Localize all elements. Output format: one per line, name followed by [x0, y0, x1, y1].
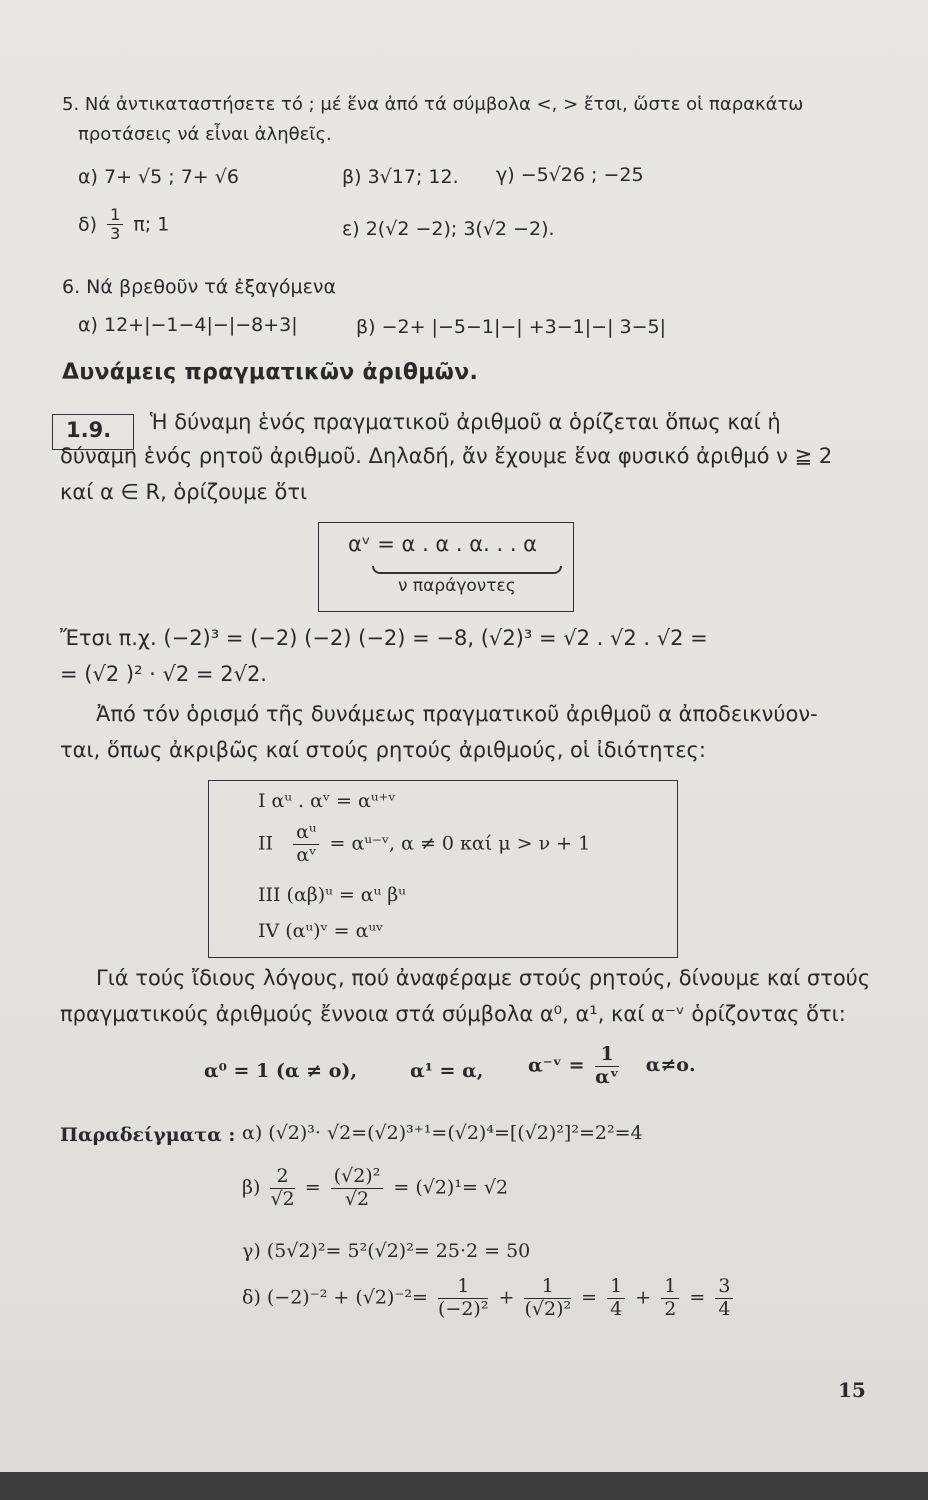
- exercise-5d: [78, 206, 169, 244]
- exercise-5c: γ) −5√26 ; −25: [496, 164, 644, 186]
- property-II-fraction: [293, 822, 319, 867]
- exercise-5d-label: δ): [78, 213, 98, 236]
- exercise-5-line2: προτάσεις νά εἶναι ἀληθεῖς.: [78, 124, 332, 145]
- example-d: [242, 1276, 737, 1321]
- fraction-numerator: 2: [270, 1166, 294, 1189]
- fraction-denominator: 4: [610, 1297, 623, 1320]
- paragraph-number: 1.9.: [66, 418, 112, 442]
- power-definition-formula: αᵛ = α . α . α. . . α: [348, 532, 538, 556]
- exercise-5e: ε) 2(√2 −2); 3(√2 −2).: [342, 218, 555, 240]
- property-IV: IV (αᵘ)ᵛ = αᵘᵛ: [258, 920, 384, 942]
- fraction-numerator: (√2)²: [331, 1166, 384, 1189]
- fraction-numerator: 1: [661, 1276, 679, 1299]
- symbol-a1: α¹ = α,: [410, 1060, 484, 1082]
- symbol-a-neg-condition: α≠ο.: [645, 1054, 696, 1077]
- page-number: 15: [838, 1378, 866, 1402]
- paragraph-1-9-line2: δύναμη ἑνός ρητοῦ ἀριθμοῦ. Δηλαδή, ἄν ἔχουμε ἕνα φυσικό ἀριθμό ν ≧ 2: [60, 444, 833, 468]
- fraction-numerator: 1: [524, 1276, 571, 1299]
- fraction-denominator: 4: [718, 1297, 731, 1320]
- property-II-rest: = αᵘ⁻ᵛ, α ≠ 0 καί μ > ν + 1: [329, 832, 591, 855]
- fraction-denominator: (√2)²: [524, 1297, 572, 1320]
- fraction-denominator: 2: [664, 1297, 677, 1320]
- exercise-6b: β) −2+ |−5−1|−| +3−1|−| 3−5|: [356, 316, 667, 338]
- example-b-label: β): [242, 1176, 261, 1199]
- example-b-equals: =: [304, 1176, 321, 1199]
- underbrace-label: ν παράγοντες: [398, 576, 516, 596]
- example-line1: Ἔτσι π.χ. (−2)³ = (−2) (−2) (−2) = −8, (√2)³ = √2 . √2 . √2 =: [60, 626, 708, 650]
- symbols-intro-line1: Γιά τούς ἴδιους λόγους, πού ἀναφέραμε στούς ρητούς, δίνουμε καί στούς: [96, 966, 871, 990]
- example-d-plus: +: [498, 1286, 515, 1309]
- symbol-a0: α⁰ = 1 (α ≠ ο),: [204, 1060, 357, 1082]
- fraction-numerator: 1: [107, 206, 123, 225]
- fraction-denominator: √2: [270, 1187, 295, 1210]
- fraction-denominator: (−2)²: [438, 1297, 489, 1320]
- scan-bottom-edge: [0, 1472, 928, 1500]
- example-d-fraction-5: [715, 1276, 733, 1321]
- property-II-label: II: [258, 832, 274, 855]
- example-c: γ) (5√2)²= 5²(√2)²= 25·2 = 50: [242, 1240, 531, 1262]
- properties-intro-line1: Ἀπό τόν ὁρισμό τῆς δυνάμεως πραγματικοῦ ἀριθμοῦ α ἀποδεικνύον-: [96, 702, 818, 726]
- example-d-fraction-1: [438, 1276, 488, 1321]
- paragraph-1-9-line3: καί α ∈ R, ὁρίζουμε ὅτι: [60, 480, 308, 504]
- fraction-numerator: 1: [607, 1276, 625, 1299]
- exercise-6a: α) 12+|−1−4|−|−8+3|: [78, 314, 298, 336]
- example-a: α) (√2)³· √2=(√2)³⁺¹=(√2)⁴=[(√2)²]²=2²=4: [242, 1122, 643, 1144]
- examples-label: Παραδείγματα :: [60, 1124, 236, 1146]
- example-d-plus-2: +: [635, 1286, 652, 1309]
- example-d-start: δ) (−2)⁻² + (√2)⁻²=: [242, 1286, 428, 1309]
- example-d-fraction-4: [661, 1276, 679, 1321]
- example-d-equals-2: =: [689, 1286, 706, 1309]
- property-I: I αᵘ . αᵛ = αᵘ⁺ᵛ: [258, 790, 396, 812]
- fraction-numerator: αᵘ: [293, 822, 319, 845]
- exercise-5a: α) 7+ √5 ; 7+ √6: [78, 166, 239, 188]
- fraction-denominator: √2: [344, 1187, 370, 1210]
- symbol-a-neg: [528, 1044, 696, 1089]
- example-b: [242, 1166, 508, 1211]
- property-III: III (αβ)ᵘ = αᵘ βᵘ: [258, 884, 406, 906]
- example-d-fraction-3: [607, 1276, 625, 1321]
- example-b-fraction-2: [331, 1166, 384, 1211]
- example-b-rest: = (√2)¹= √2: [393, 1176, 509, 1199]
- fraction-denominator: 3: [110, 224, 121, 244]
- exercise-5b: β) 3√17; 12.: [342, 166, 459, 188]
- underbrace: [372, 566, 562, 574]
- symbols-intro-line2: πραγματικούς ἀριθμούς ἔννοια στά σύμβολα α⁰, α¹, καί α⁻ᵛ ὁρίζοντας ὅτι:: [60, 1002, 846, 1026]
- properties-intro-line2: ται, ὅπως ἀκριβῶς καί στούς ρητούς ἀριθμούς, οἱ ἰδιότητες:: [60, 738, 706, 762]
- symbol-a-neg-fraction: [595, 1044, 619, 1089]
- example-b-fraction-1: [270, 1166, 294, 1211]
- fraction-numerator: 1: [595, 1044, 619, 1067]
- exercise-5d-fraction: [107, 206, 123, 244]
- exercise-5d-rest: π; 1: [133, 213, 170, 236]
- example-d-equals-1: =: [581, 1286, 598, 1309]
- fraction-denominator: αᵛ: [296, 843, 317, 866]
- property-II: [258, 822, 590, 867]
- example-d-fraction-2: [524, 1276, 571, 1321]
- fraction-numerator: 3: [715, 1276, 733, 1299]
- paragraph-1-9-line1: Ἡ δύναμη ἑνός πραγματικοῦ ἀριθμοῦ α ὁρίζεται ὅπως καί ἡ: [150, 410, 781, 434]
- example-line2: = (√2 )² · √2 = 2√2.: [60, 662, 267, 686]
- symbol-a-neg-lhs: α⁻ᵛ =: [528, 1054, 585, 1077]
- exercise-5-line1: 5. Νά ἀντικαταστήσετε τό ; μέ ἕνα ἀπό τά σύμβολα <, > ἔτσι, ὥστε οἱ παρακάτω: [62, 94, 804, 115]
- fraction-numerator: 1: [438, 1276, 488, 1299]
- exercise-6-title: 6. Νά βρεθοῦν τά ἐξαγόμενα: [62, 276, 337, 298]
- fraction-denominator: αᵛ: [595, 1065, 620, 1088]
- section-heading: Δυνάμεις πραγματικῶν ἀριθμῶν.: [62, 360, 479, 385]
